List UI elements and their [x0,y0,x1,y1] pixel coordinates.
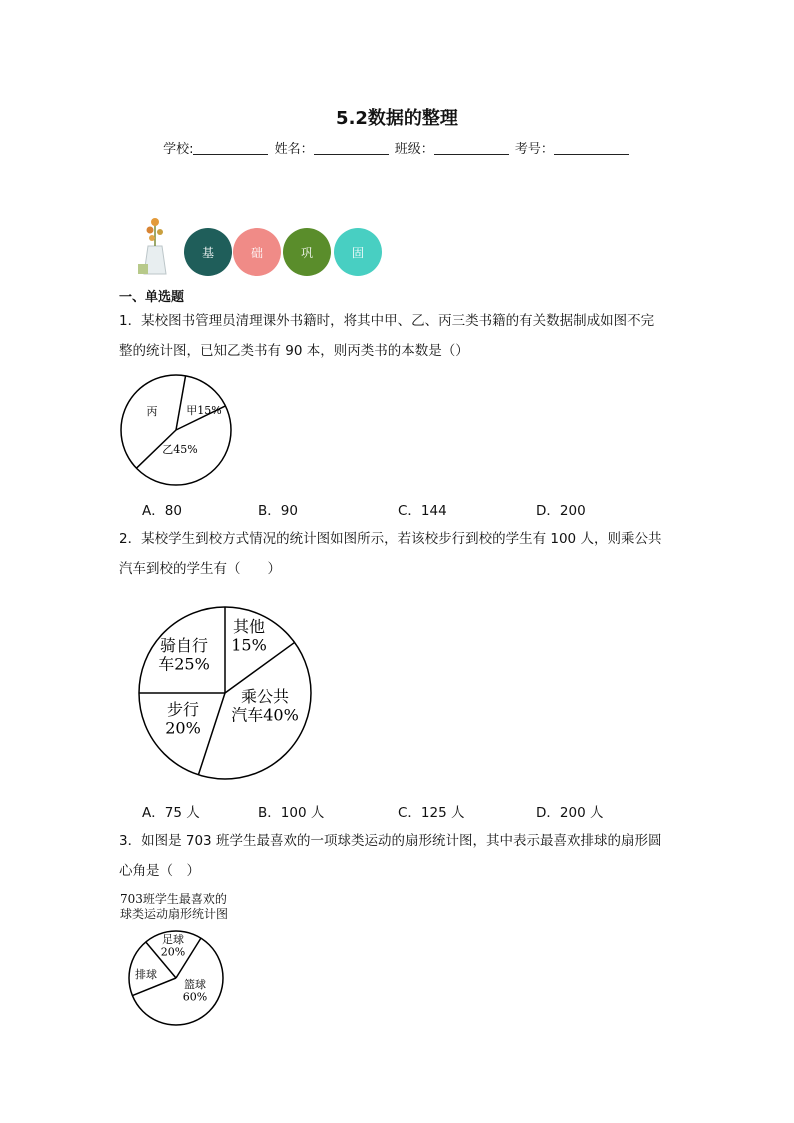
pie-slice-label: 骑自行车25% [158,636,210,674]
pie-slice-label: 其他 15% [231,617,267,655]
q1-option-d[interactable]: D．200 [536,503,586,519]
section-title: 一、单选题 [119,290,185,305]
flower-vase-icon [134,216,174,276]
pie-slice-label: 足球 20% [160,933,186,959]
pie-slice-label: 乙45% [162,443,198,456]
class-field[interactable] [434,140,509,155]
pie-slice-label: 丙 [146,405,158,418]
q1-option-a[interactable]: A．80 [142,503,182,519]
pie-chart-q2 [136,604,314,782]
question-2-text: 2．某校学生到校方式情况的统计图如图所示，若该校步行到校的学生有 100 人，则乘公共 汽车到校的学生有（ ） [119,531,662,577]
chart-title-q3: 703班学生最喜欢的 球类运动扇形统计图 [120,892,229,921]
name-label: 姓名： [274,142,314,157]
question-1-text: 1．某校图书管理员清理课外书籍时，将其中甲、乙、丙三类书籍的有关数据制成如图不完 整的统计图，已知乙类书有 90 本，则丙类书的本数是（） [119,313,655,359]
badge-gong: 巩 [283,228,331,276]
class-label: 班级： [394,142,434,157]
school-label: 学校: [163,142,194,157]
badge-chu: 础 [233,228,281,276]
school-field[interactable] [193,140,268,155]
pie-slice-label: 篮球 60% [182,978,208,1004]
q2-option-d[interactable]: D．200 人 [536,805,604,821]
number-label: 考号： [514,142,554,157]
pie-slice-label: 乘公共汽车40% [231,687,299,725]
q1-option-b[interactable]: B．90 [258,503,298,519]
pie-slice-label: 排球 [135,968,157,981]
q2-option-a[interactable]: A．75 人 [142,805,200,821]
q2-option-c[interactable]: C．125 人 [398,805,465,821]
question-3-text: 3．如图是 703 班学生最喜欢的一项球类运动的扇形统计图，其中表示最喜欢排球的扇形圆 心角是（ ） [119,833,662,879]
number-field[interactable] [554,140,629,155]
page-title: 5.2数据的整理 [336,108,458,129]
pie-slice-label: 甲15% [186,404,222,417]
pie-chart-q1 [116,372,236,488]
badge-gu: 固 [334,228,382,276]
badge-ji: 基 [184,228,232,276]
name-field[interactable] [314,140,389,155]
pie-chart-q3 [126,928,228,1028]
q2-option-b[interactable]: B．100 人 [258,805,325,821]
q1-option-c[interactable]: C．144 [398,503,447,519]
student-info-line [0,138,794,157]
pie-slice-label: 步行 20% [165,700,201,738]
